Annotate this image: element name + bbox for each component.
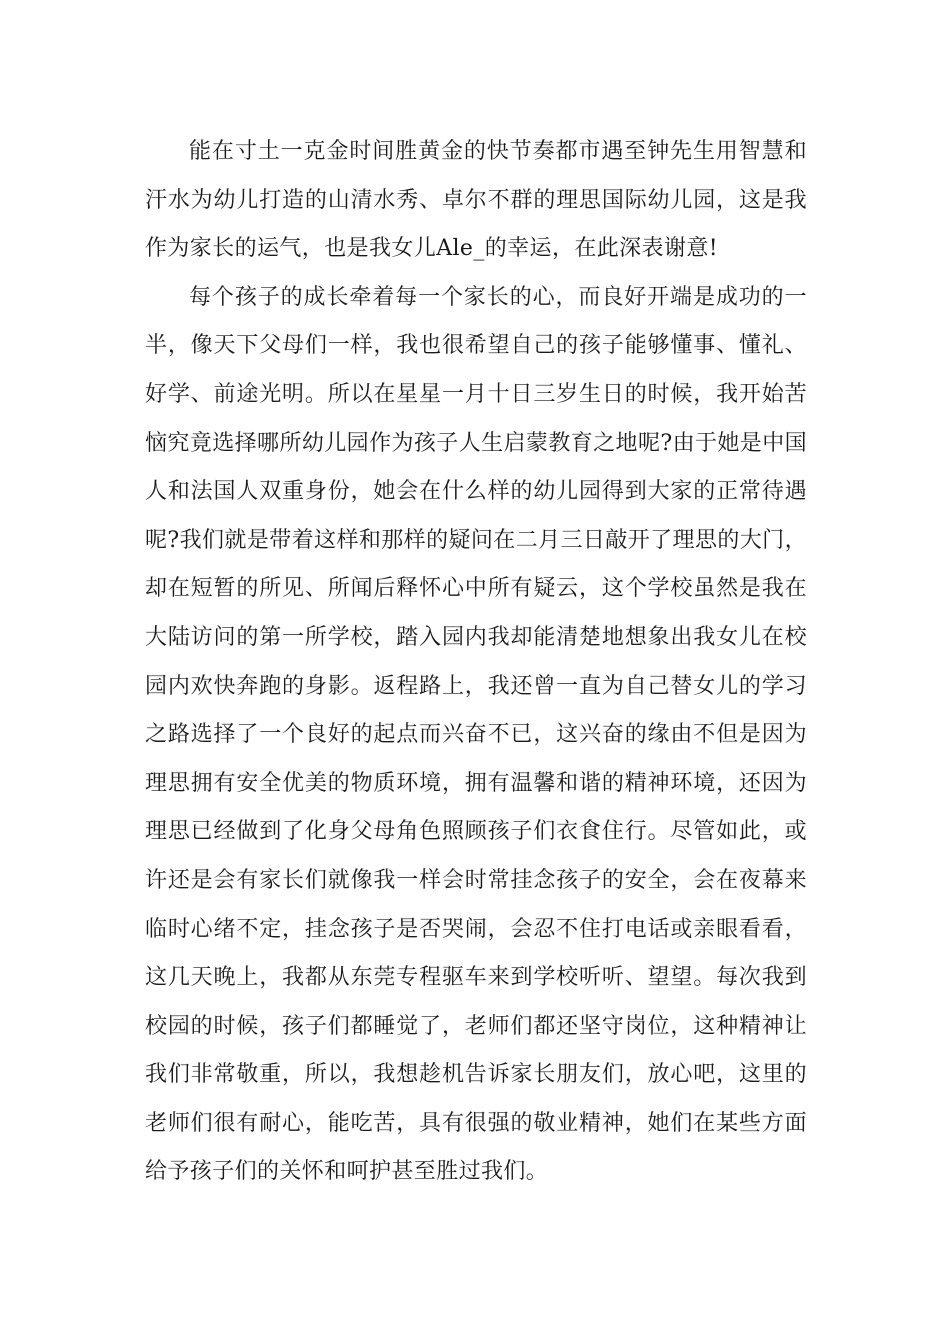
document-body xyxy=(145,128,807,1197)
paragraph-1: 能在寸土一克金时间胜黄金的快节奏都市遇至钟先生用智慧和汗水为幼儿打造的山清水秀、卓尔不群的理思国际幼儿园，这是我作为家长的运气，也是我女儿Ale_的幸运，在此深表谢意! xyxy=(145,139,807,262)
paragraph-2: 每个孩子的成长牵着每一个家长的心，而良好开端是成功的一半，像天下父母们一样，我也很希望自己的孩子能够懂事、懂礼、好学、前途光明。所以在星星一月十日三岁生日的时候，我开始苦恼究竟选择哪所幼儿园作为孩子人生启蒙教育之地呢?由于她是中国人和法国人双重身份，她会在什么样的幼儿园得到大家的正常待遇呢?我们就是带着这样和那样的疑问在二月三日敲开了理思的大门，却在短暂的所见、所闻后释怀心中所有疑云，这个学校虽然是我在大陆访问的第一所学校，踏入园内我却能清楚地想象出我女儿在校园内欢快奔跑的身影。返程路上，我还曾一直为自己替女儿的学习之路选择了一个良好的起点而兴奋不已，这兴奋的缘由不但是因为理思拥有安全优美的物质环境，拥有温馨和谐的精神环境，还因为理思已经做到了化身父母角色照顾孩子们衣食住行。尽管如此，或许还是会有家长们就像我一样会时常挂念孩子的安全，会在夜幕来临时心绪不定，挂念孩子是否哭闹，会忍不住打电话或亲眼看看，这几天晚上，我都从东莞专程驱车来到学校听听、望望。每次我到校园的时候，孩子们都睡觉了，老师们都还坚守岗位，这种精神让我们非常敬重，所以，我想趁机告诉家长朋友们，放心吧，这里的老师们很有耐心，能吃苦，具有很强的敬业精神，她们在某些方面给予孩子们的关怀和呵护甚至胜过我们。 xyxy=(145,284,808,1185)
